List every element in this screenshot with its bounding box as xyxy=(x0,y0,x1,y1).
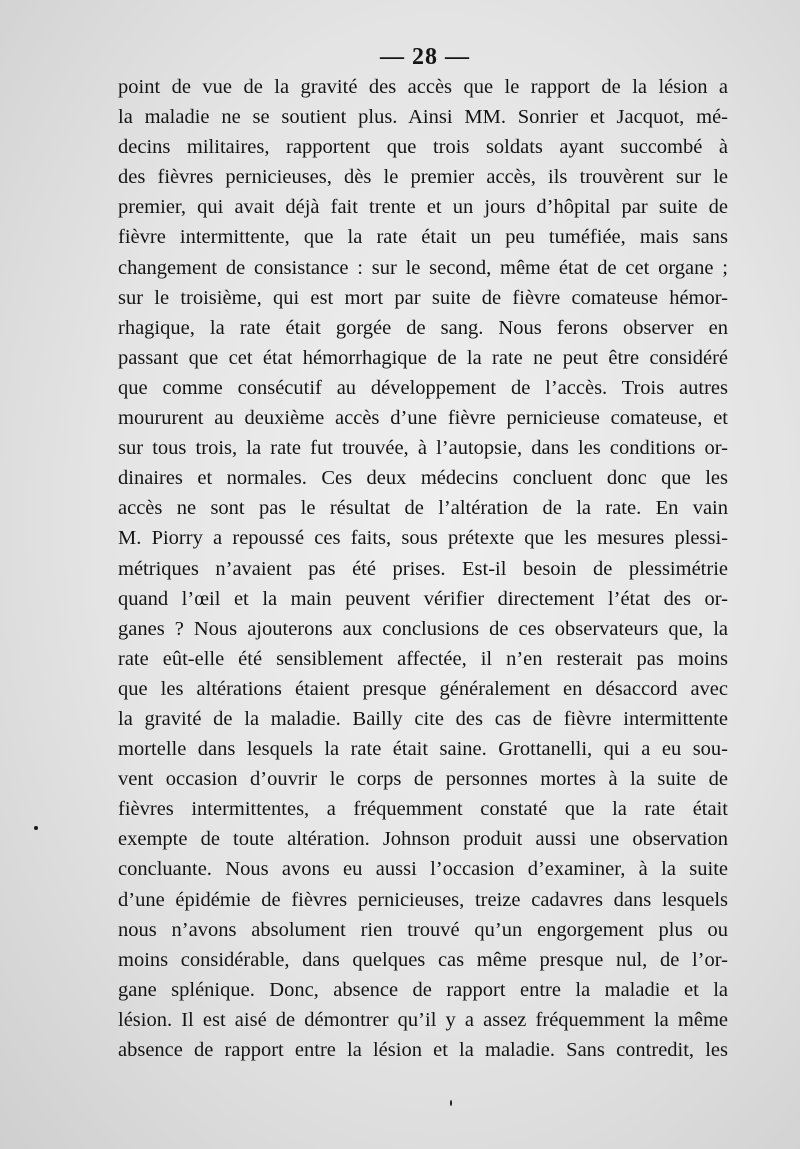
text-line: fièvres intermittentes, a fréquemment constaté que la rate était xyxy=(118,798,728,821)
text-line: la gravité de la maladie. Bailly cite des cas de fièvre intermittente xyxy=(118,707,728,730)
text-line: d’une épidémie de fièvres pernicieuses, treize cadavres dans lesquels xyxy=(118,888,728,911)
text-line: concluante. Nous avons eu aussi l’occasion d’examiner, à la suite xyxy=(118,858,728,881)
text-line: la maladie ne se soutient plus. Ainsi MM. Sonrier et Jacquot, mé- xyxy=(118,106,728,129)
ink-speck xyxy=(34,826,38,830)
text-line: sur le troisième, qui est mort par suite de fièvre comateuse hémor- xyxy=(118,286,728,309)
text-line: exempte de toute altération. Johnson produit aussi une observation xyxy=(118,828,728,851)
text-line: point de vue de la gravité des accès que le rapport de la lésion a xyxy=(118,76,728,98)
text-line: nous n’avons absolument rien trouvé qu’un engorgement plus ou xyxy=(118,918,728,941)
text-line: des fièvres pernicieuses, dès le premier accès, ils trouvèrent sur le xyxy=(118,166,728,189)
text-line: quand l’œil et la main peuvent vérifier directement l’état des or- xyxy=(118,587,728,610)
text-line: decins militaires, rapportent que trois soldats ayant succombé à xyxy=(118,136,728,159)
text-line: rate eût-elle été sensiblement affectée, il n’en resterait pas moins xyxy=(118,647,728,670)
text-line: métriques n’avaient pas été prises. Est-il besoin de plessimétrie xyxy=(118,557,728,580)
text-line: lésion. Il est aisé de démontrer qu’il y a assez fréquemment la même xyxy=(118,1008,728,1031)
text-line: sur tous trois, la rate fut trouvée, à l’autopsie, dans les conditions or- xyxy=(118,437,728,460)
page-number: — 28 — xyxy=(380,44,470,70)
body-text xyxy=(118,72,728,1065)
text-line: dinaires et normales. Ces deux médecins concluent donc que les xyxy=(118,467,728,490)
text-line: que comme consécutif au développement de l’accès. Trois autres xyxy=(118,376,728,399)
text-line: rhagique, la rate était gorgée de sang. Nous ferons observer en xyxy=(118,316,728,339)
text-line: passant que cet état hémorrhagique de la rate ne peut être considéré xyxy=(118,346,728,369)
text-line: vent occasion d’ouvrir le corps de personnes mortes à la suite de xyxy=(118,768,728,791)
text-line: accès ne sont pas le résultat de l’altération de la rate. En vain xyxy=(118,497,728,520)
text-line: M. Piorry a repoussé ces faits, sous prétexte que les mesures plessi- xyxy=(118,527,728,550)
text-line: fièvre intermittente, que la rate était un peu tuméfiée, mais sans xyxy=(118,226,728,249)
text-line: moururent au deuxième accès d’une fièvre pernicieuse comateuse, et xyxy=(118,407,728,430)
text-line: gane splénique. Donc, absence de rapport entre la maladie et la xyxy=(118,978,728,1001)
text-line: moins considérable, dans quelques cas même presque nul, de l’or- xyxy=(118,948,728,971)
text-line: que les altérations étaient presque généralement en désaccord avec xyxy=(118,677,728,700)
text-line: premier, qui avait déjà fait trente et un jours d’hôpital par suite de xyxy=(118,196,728,219)
text-line: mortelle dans lesquels la rate était saine. Grottanelli, qui a eu sou- xyxy=(118,738,728,761)
text-line: ganes ? Nous ajouterons aux conclusions de ces observateurs que, la xyxy=(118,617,728,640)
ink-speck xyxy=(450,1100,452,1106)
text-line: absence de rapport entre la lésion et la maladie. Sans contredit, les xyxy=(118,1039,728,1061)
text-line: changement de consistance : sur le second, même état de cet organe ; xyxy=(118,256,728,279)
